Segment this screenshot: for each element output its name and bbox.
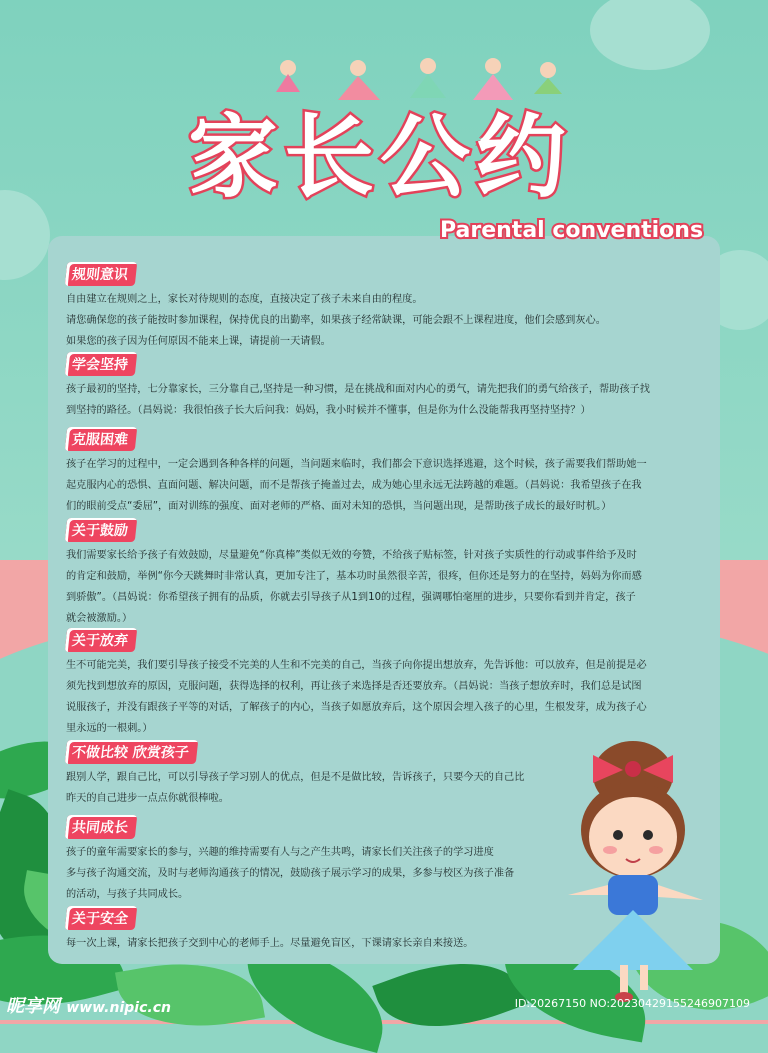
watermark-id: ID:20267150 NO:20230429155246907109 <box>514 997 750 1010</box>
section-text: 我们需要家长给予孩子有效鼓励，尽量避免“你真棒”类似无效的夸赞，不给孩子贴标签，针对孩子实质性的行动或事件给予及时 的肯定和鼓励，举例“你今天跳舞时非常认真，更加专注了，基本功时虽然很辛苦，很疼，但你还是努力的在坚持，妈妈为你而感 到骄傲”。（昌妈说：你希望孩子拥有的品质，你就去引导孩子从1到10的过程，强调哪怕毫厘的进步，只要你看到并肯定，孩子 就会被激励。） <box>66 550 642 624</box>
section-text: 自由建立在规则之上，家长对待规则的态度，直接决定了孩子未来自由的程度。 请您确保您的孩子能按时参加课程，保持优良的出勤率，如果孩子经常缺课，可能会跟不上课程进度，他们会感到灰心。 如果您的孩子因为任何原因不能来上课，请提前一天请假。 <box>66 294 606 347</box>
section-heading: 不做比较 欣赏孩子 <box>65 740 198 764</box>
section-rules <box>66 262 706 352</box>
section-text: 跟别人学，跟自己比，可以引导孩子学习别人的优点，但是不是做比较，告诉孩子，只要今天的自己比 昨天的自己进步一点点你就很棒啦。 <box>66 772 525 804</box>
section-heading: 关于放弃 <box>65 628 138 652</box>
page-title: 家长公约 <box>188 105 572 210</box>
section-giving-up <box>66 628 706 739</box>
section-heading: 关于安全 <box>65 906 138 930</box>
section-encouragement <box>66 518 706 629</box>
section-text: 每一次上课，请家长把孩子交到中心的老师手上。尽量避免盲区，下课请家长亲自来接送。 <box>66 938 474 949</box>
watermark-url: www.nipic.cn <box>66 1000 171 1016</box>
girl-dancer-illustration <box>548 735 718 1005</box>
page-subtitle: Parental conventions <box>440 218 704 243</box>
section-grow-together <box>66 815 566 905</box>
section-heading: 共同成长 <box>65 815 138 839</box>
section-text: 生不可能完美，我们要引导孩子接受不完美的人生和不完美的自己，当孩子向你提出想放弃，先告诉他：可以放弃，但是前提是必 须先找到想放弃的原因，克服问题，获得选择的权利，再让孩子来选择是否还要放弃。（昌妈说：当孩子想放弃时，我们总是试图 说服孩子，并没有跟孩子平等的对话，了解孩子的内心，当孩子如愿放弃后，这个原因会埋入孩子的心里，生根发芽，成为孩子心 里永远的一根刺。） <box>66 660 647 734</box>
section-heading: 规则意识 <box>65 262 138 286</box>
section-text: 孩子最初的坚持，七分靠家长，三分靠自己,坚持是一种习惯，是在挑战和面对内心的勇气，请先把我们的勇气给孩子，帮助孩子找 到坚持的路径。（昌妈说：我很怕孩子长大后问我：妈妈，我小时候并不懂事，但是你为什么没能帮我再坚持坚持？） <box>66 384 650 416</box>
watermark-logo <box>6 992 171 1018</box>
section-safety <box>66 906 566 954</box>
section-heading: 学会坚持 <box>65 352 138 376</box>
section-no-comparison <box>66 740 586 809</box>
section-difficulties <box>66 427 706 517</box>
section-heading: 克服困难 <box>65 427 138 451</box>
section-heading: 关于鼓励 <box>65 518 138 542</box>
section-text: 孩子在学习的过程中，一定会遇到各种各样的问题，当问题来临时，我们都会下意识选择逃避，这个时候，孩子需要我们帮助她一 起克服内心的恐惧、直面问题、解决问题，而不是帮孩子掩盖过去，成为她心里永远无法跨越的难题。（昌妈说：我希望孩子在我 们的眼前受点“委屈”，面对训练的强度、面对老师的严格、面对未知的恐惧，当问题出现，是帮助孩子成长的最好时机。） <box>66 459 647 512</box>
watermark-logo-text: 昵享网 <box>6 996 60 1017</box>
section-persistence <box>66 352 706 421</box>
section-text: 孩子的童年需要家长的参与，兴趣的维持需要有人与之产生共鸣，请家长们关注孩子的学习进度 多与孩子沟通交流，及时与老师沟通孩子的情况，鼓励孩子展示学习的成果，多参与校区为孩子准备 的活动，与孩子共同成长。 <box>66 847 515 900</box>
